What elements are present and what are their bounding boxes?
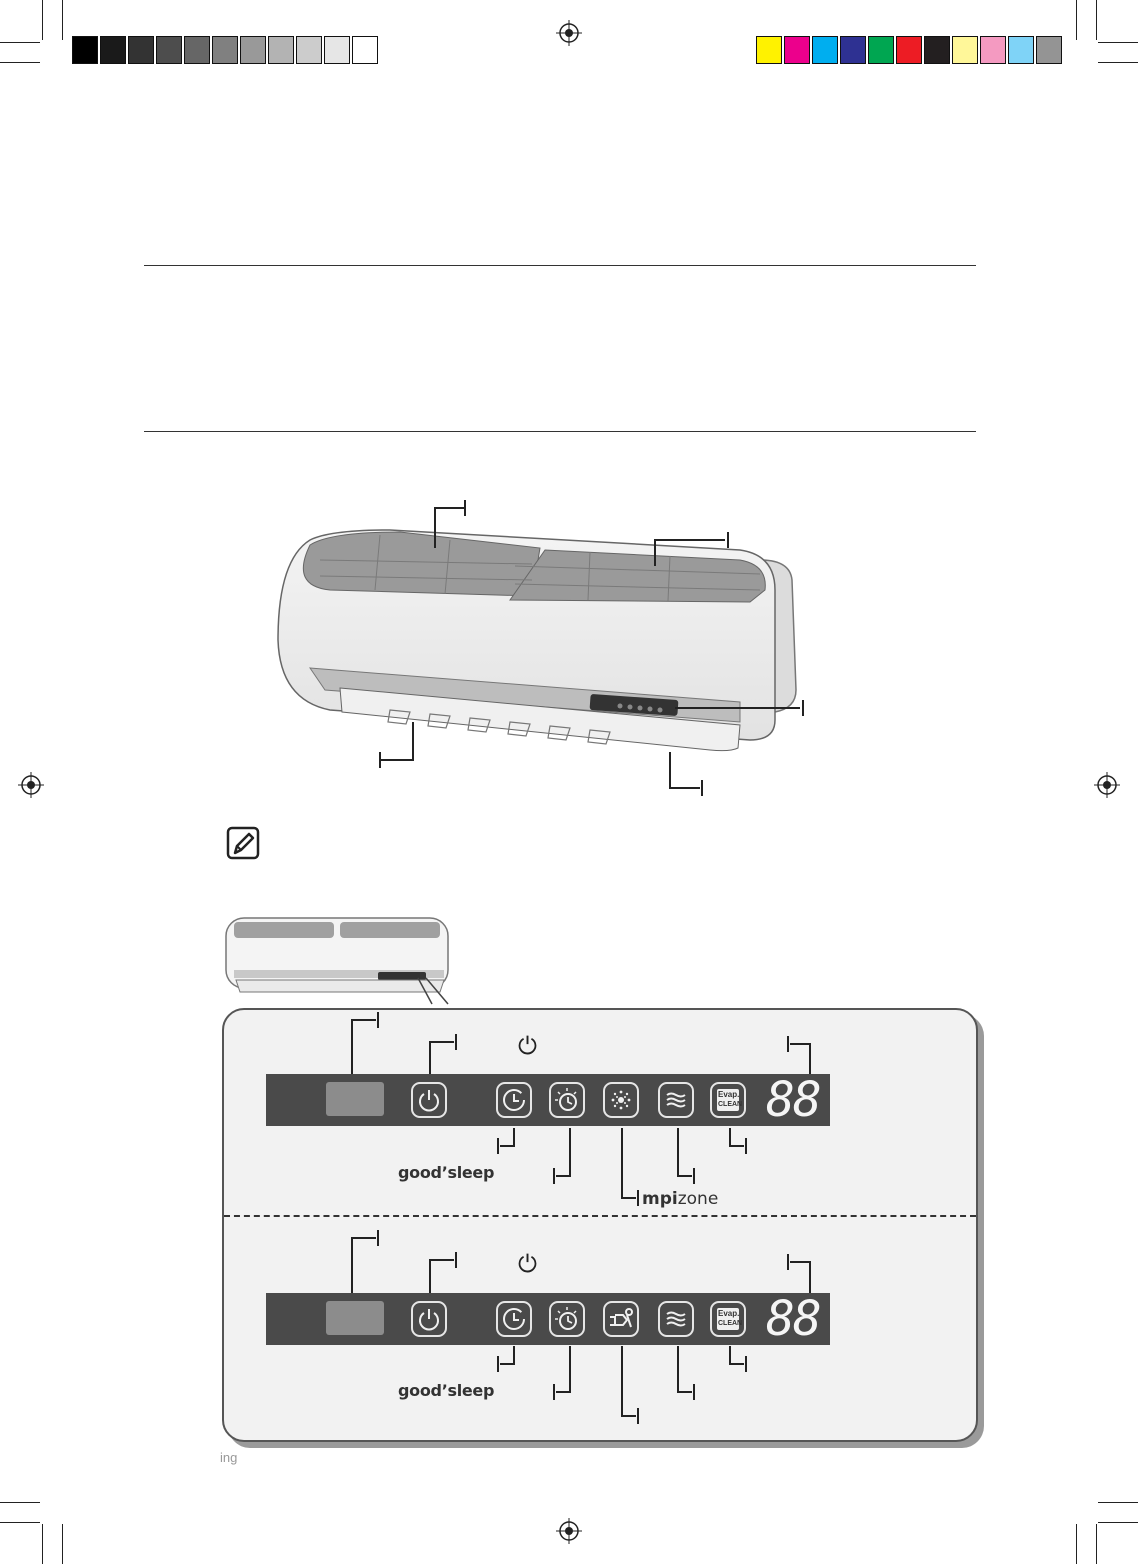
mpi-bold-text: mpi bbox=[642, 1189, 678, 1209]
gray-swatch bbox=[72, 36, 98, 64]
gray-swatch bbox=[156, 36, 182, 64]
color-swatch bbox=[756, 36, 782, 64]
note-pencil-icon bbox=[226, 826, 260, 860]
timer-button[interactable] bbox=[496, 1301, 532, 1337]
temperature-display: 88 bbox=[766, 1291, 820, 1347]
evap-clean-icon bbox=[712, 1303, 744, 1335]
grayscale-bar bbox=[72, 18, 384, 46]
gray-swatch bbox=[324, 36, 350, 64]
gray-swatch bbox=[268, 36, 294, 64]
good-sleep-label: good’sleep bbox=[398, 1163, 495, 1182]
clean-label: CLEAN bbox=[718, 1320, 743, 1327]
registration-mark-icon bbox=[556, 20, 582, 46]
good-sleep-label: good’sleep bbox=[398, 1381, 495, 1400]
timer-button[interactable] bbox=[496, 1082, 532, 1118]
section-rule-bottom bbox=[144, 431, 976, 432]
unit-thumbnail bbox=[218, 914, 458, 1014]
crop-mark bbox=[0, 1502, 40, 1503]
gray-swatch bbox=[100, 36, 126, 64]
color-swatch bbox=[1036, 36, 1062, 64]
variant-divider bbox=[224, 1215, 976, 1217]
power-symbol: ⏻ bbox=[518, 1032, 537, 1060]
crop-mark bbox=[0, 62, 40, 63]
fan-icon bbox=[660, 1303, 692, 1335]
timer-icon bbox=[498, 1303, 530, 1335]
crop-mark bbox=[1098, 62, 1138, 63]
crop-mark bbox=[1076, 0, 1077, 40]
smart-saver-icon bbox=[605, 1303, 637, 1335]
color-swatch bbox=[952, 36, 978, 64]
crop-mark bbox=[1076, 1524, 1077, 1564]
color-swatch bbox=[980, 36, 1006, 64]
crop-mark bbox=[42, 0, 43, 40]
color-swatch bbox=[812, 36, 838, 64]
gray-swatch bbox=[296, 36, 322, 64]
fan-speed-button[interactable] bbox=[658, 1082, 694, 1118]
indoor-unit-illustration bbox=[270, 490, 820, 800]
crop-mark bbox=[62, 0, 63, 40]
crop-mark bbox=[62, 1524, 63, 1564]
power-button[interactable] bbox=[411, 1082, 447, 1118]
good-sleep-button[interactable] bbox=[549, 1301, 585, 1337]
good-sleep-button[interactable] bbox=[549, 1082, 585, 1118]
gray-swatch bbox=[212, 36, 238, 64]
evap-clean-button[interactable] bbox=[710, 1301, 746, 1337]
evap-clean-icon bbox=[712, 1084, 744, 1116]
crop-mark bbox=[0, 1522, 40, 1523]
footer-fragment: ing bbox=[220, 1450, 238, 1465]
evap-label: Evap. bbox=[718, 1309, 740, 1318]
crop-mark bbox=[42, 1524, 43, 1564]
crop-mark bbox=[1098, 1502, 1138, 1503]
fan-speed-button[interactable] bbox=[658, 1301, 694, 1337]
color-swatch bbox=[784, 36, 810, 64]
gray-swatch bbox=[352, 36, 378, 64]
good-sleep-icon bbox=[551, 1303, 583, 1335]
smart-saver-button[interactable] bbox=[603, 1301, 639, 1337]
mpi-icon bbox=[605, 1084, 637, 1116]
crop-mark bbox=[1096, 1524, 1097, 1564]
clean-label: CLEAN bbox=[718, 1101, 743, 1108]
crop-mark bbox=[1098, 1522, 1138, 1523]
color-swatch bbox=[896, 36, 922, 64]
mpi-zone-text: zone bbox=[677, 1189, 719, 1209]
gray-swatch bbox=[184, 36, 210, 64]
temperature-display: 88 bbox=[766, 1072, 820, 1128]
power-button[interactable] bbox=[411, 1301, 447, 1337]
power-icon bbox=[413, 1303, 445, 1335]
evap-clean-button[interactable] bbox=[710, 1082, 746, 1118]
color-swatch bbox=[840, 36, 866, 64]
mpi-zone-label bbox=[642, 1189, 718, 1209]
gray-swatch bbox=[240, 36, 266, 64]
remote-receiver-window bbox=[326, 1082, 384, 1116]
mpi-button[interactable] bbox=[603, 1082, 639, 1118]
crop-mark bbox=[1096, 0, 1097, 40]
remote-receiver-window bbox=[326, 1301, 384, 1335]
timer-icon bbox=[498, 1084, 530, 1116]
crop-mark bbox=[1098, 42, 1138, 43]
gray-swatch bbox=[128, 36, 154, 64]
color-swatch bbox=[1008, 36, 1034, 64]
section-rule-top bbox=[144, 265, 976, 266]
registration-mark-icon bbox=[556, 1518, 582, 1544]
color-swatch bbox=[868, 36, 894, 64]
fan-icon bbox=[660, 1084, 692, 1116]
registration-mark-icon bbox=[18, 772, 44, 798]
color-swatch bbox=[924, 36, 950, 64]
power-symbol: ⏻ bbox=[518, 1250, 537, 1278]
registration-mark-icon bbox=[1094, 772, 1120, 798]
process-color-bar bbox=[756, 18, 1068, 46]
power-icon bbox=[413, 1084, 445, 1116]
evap-label: Evap. bbox=[718, 1090, 740, 1099]
good-sleep-icon bbox=[551, 1084, 583, 1116]
crop-mark bbox=[0, 42, 40, 43]
